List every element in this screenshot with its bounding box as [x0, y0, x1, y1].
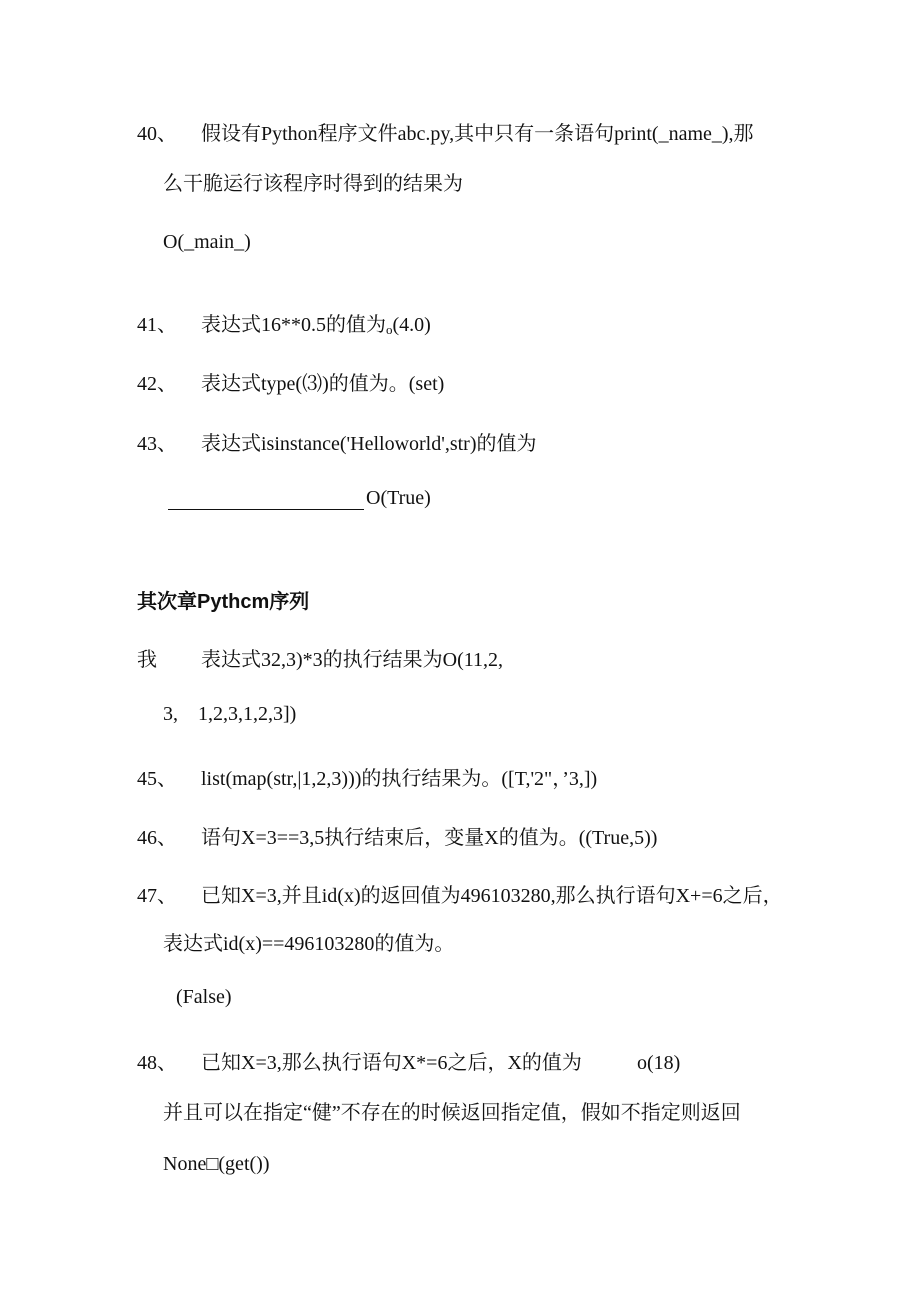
question-number: 46、	[137, 827, 177, 849]
question-number: 41、	[137, 314, 177, 336]
question-text: 已知X=3,并且id(x)的返回值为496103280,那么执行语句X+=6之后，	[201, 885, 783, 907]
answer-text: (4.0)	[392, 314, 431, 336]
question-text: 已知X=3,那么执行语句X*=6之后，X的值为	[201, 1052, 582, 1074]
question-text-continued: 并且可以在指定“健”不存在的时候返回指定值，假如不指定则返回	[163, 1102, 741, 1124]
question-text-main: 表达式16**0.5的值为	[201, 314, 386, 336]
question-number: 40、	[137, 123, 177, 145]
question-number: 48、	[137, 1052, 177, 1074]
question-text-continued: None□(get())	[163, 1153, 270, 1175]
answer-text: O(True)	[366, 487, 431, 509]
question-text: 表达式isinstance('Helloworld',str)的值为	[201, 433, 537, 455]
question-text-continued: 么干脆运行该程序时得到的结果为	[163, 173, 463, 195]
question-text: 语句X=3==3,5执行结束后，变量X的值为。((True,5))	[201, 827, 658, 849]
question-text-subscript: o	[386, 322, 393, 337]
answer-line	[168, 486, 431, 510]
question-text: 假设有Python程序文件abc.py,其中只有一条语句print(_name_),那	[201, 123, 754, 145]
question-number: 47、	[137, 885, 177, 907]
question-number: 43、	[137, 433, 177, 455]
question-text-continued: 3, 1,2,3,1,2,3])	[163, 703, 297, 725]
question-text: 表达式type(⑶)的值为。(set)	[201, 373, 445, 395]
question-text: list(map(str,|1,2,3)))的执行结果为。([T,'2"，’3,])	[201, 768, 598, 790]
question-text: 表达式32,3)*3的执行结果为O(11,2,	[201, 649, 504, 671]
question-text-continued: 表达式id(x)==496103280的值为。	[163, 933, 455, 955]
answer-text: (False)	[176, 986, 232, 1008]
answer-blank	[168, 491, 364, 510]
question-number: 我	[137, 649, 157, 671]
question-text	[201, 313, 431, 342]
question-number: 42、	[137, 373, 177, 395]
answer-text: o(18)	[637, 1052, 681, 1074]
answer-text: O(_main_)	[163, 231, 251, 253]
question-number: 45、	[137, 768, 177, 790]
chapter-heading: 其次章Pythcm序列	[137, 591, 310, 613]
